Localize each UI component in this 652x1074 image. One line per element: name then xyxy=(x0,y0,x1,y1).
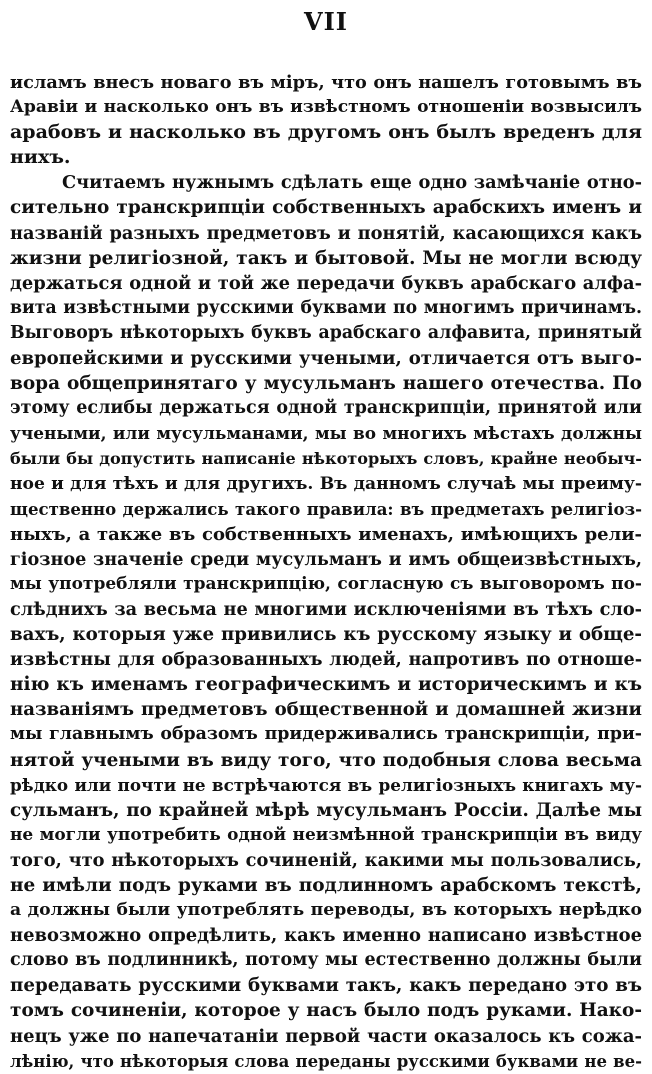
text-line: были бы допустить написаніе нѣкоторыхъ словъ, крайне необыч- xyxy=(10,449,642,469)
text-line: вахъ, которыя уже привились къ русскому языку и обще- xyxy=(10,624,642,646)
text-line: этому еслибы держаться одной транскрипціи, принятой или xyxy=(10,398,642,419)
text-line: не имѣли подъ руками въ подлинномъ арабскомъ текстѣ, xyxy=(10,875,642,896)
text-line: рѣдко или почти не встрѣчаются въ религіозныхъ книгахъ му- xyxy=(10,774,642,795)
text-line: нихъ. xyxy=(10,146,71,169)
text-line: нецъ уже по напечатаніи первой части оказалось къ сожа- xyxy=(10,1025,642,1047)
text-line: ное и для тѣхъ и для другихъ. Въ данномъ случаѣ мы преиму- xyxy=(10,473,642,494)
text-line: томъ сочиненіи, которое у насъ было подъ руками. Нако- xyxy=(10,1000,642,1022)
text-line: нятой учеными въ виду того, что подобныя слова весьма xyxy=(10,749,642,771)
text-line: вора общепринятаго у мусульманъ нашего отечества. По xyxy=(10,373,642,395)
text-line: невозможно опредѣлить, какъ именно написано извѣстное xyxy=(10,925,642,947)
text-line: названій разныхъ предметовъ и понятій, касающихся какъ xyxy=(10,222,642,244)
text-line: извѣстны для образованныхъ людей, напротивъ по отноше- xyxy=(10,649,642,671)
text-line: сульманъ, по крайней мѣрѣ мусульманъ Россіи. Далѣе мы xyxy=(10,799,642,821)
text-line: нію къ именамъ географическимъ и историческимъ и къ xyxy=(10,674,642,696)
text-line: арабовъ и насколько въ другомъ онъ былъ вреденъ для xyxy=(10,121,642,144)
text-line: гіозное значеніе среди мусульманъ и имъ общеизвѣстныхъ, xyxy=(10,548,642,570)
text-line: Выговоръ нѣкоторыхъ буквъ арабскаго алфавита, принятый xyxy=(10,322,642,343)
text-line: передавать русскими буквами такъ, какъ передано это въ xyxy=(10,975,642,997)
text-line: Аравіи и насколько онъ въ извѣстномъ отношеніи возвысилъ xyxy=(10,97,642,118)
text-line: щественно держались такого правила: въ предметахъ религіоз- xyxy=(10,498,642,519)
text-line: мы главнымъ образомъ придерживались транскрипціи, при- xyxy=(10,724,642,745)
body-text xyxy=(10,70,642,1074)
text-line: того, что нѣкоторыхъ сочиненій, какими мы пользовались, xyxy=(10,849,642,871)
text-line: лѣнію, что нѣкоторыя слова переданы русскими буквами не ве- xyxy=(10,1050,642,1071)
text-line: вита извѣстными русскими буквами по многимъ причинамъ. xyxy=(10,297,642,318)
text-line: сительно транскрипціи собственныхъ арабскихъ именъ и xyxy=(10,197,642,219)
text-line: названіямъ предметовъ общественной и домашней жизни xyxy=(10,699,642,721)
text-line: мы употребляли транскрипцію, согласную съ выговоромъ по- xyxy=(10,573,642,594)
text-line: Считаемъ нужнымъ сдѣлать еще одно замѣчаніе отно- xyxy=(62,172,642,194)
text-line: исламъ внесъ новаго въ міръ, что онъ нашелъ готовымъ въ xyxy=(10,72,642,93)
text-line: ныхъ, а также въ собственныхъ именахъ, имѣющихъ рели- xyxy=(10,523,642,545)
text-line: держаться одной и той же передачи буквъ арабскаго алфа- xyxy=(10,272,642,294)
text-line: не могли употребить одной неизмѣнной транскрипціи въ виду xyxy=(10,824,642,845)
text-line: слово въ подлинникѣ, потому мы естественно должны были xyxy=(10,950,642,971)
text-line: слѣднихъ за весьма не многими исключеніями въ тѣхъ сло- xyxy=(10,598,642,620)
text-line: учеными, или мусульманами, мы во многихъ мѣстахъ должны xyxy=(10,423,642,444)
text-line: а должны были употреблять переводы, въ которыхъ нерѣдко xyxy=(10,900,642,921)
text-line: жизни религіозной, такъ и бытовой. Мы не могли всюду xyxy=(10,247,642,269)
page-number: VII xyxy=(303,7,349,36)
text-line: европейскими и русскими учеными, отличается отъ выго- xyxy=(10,348,642,370)
